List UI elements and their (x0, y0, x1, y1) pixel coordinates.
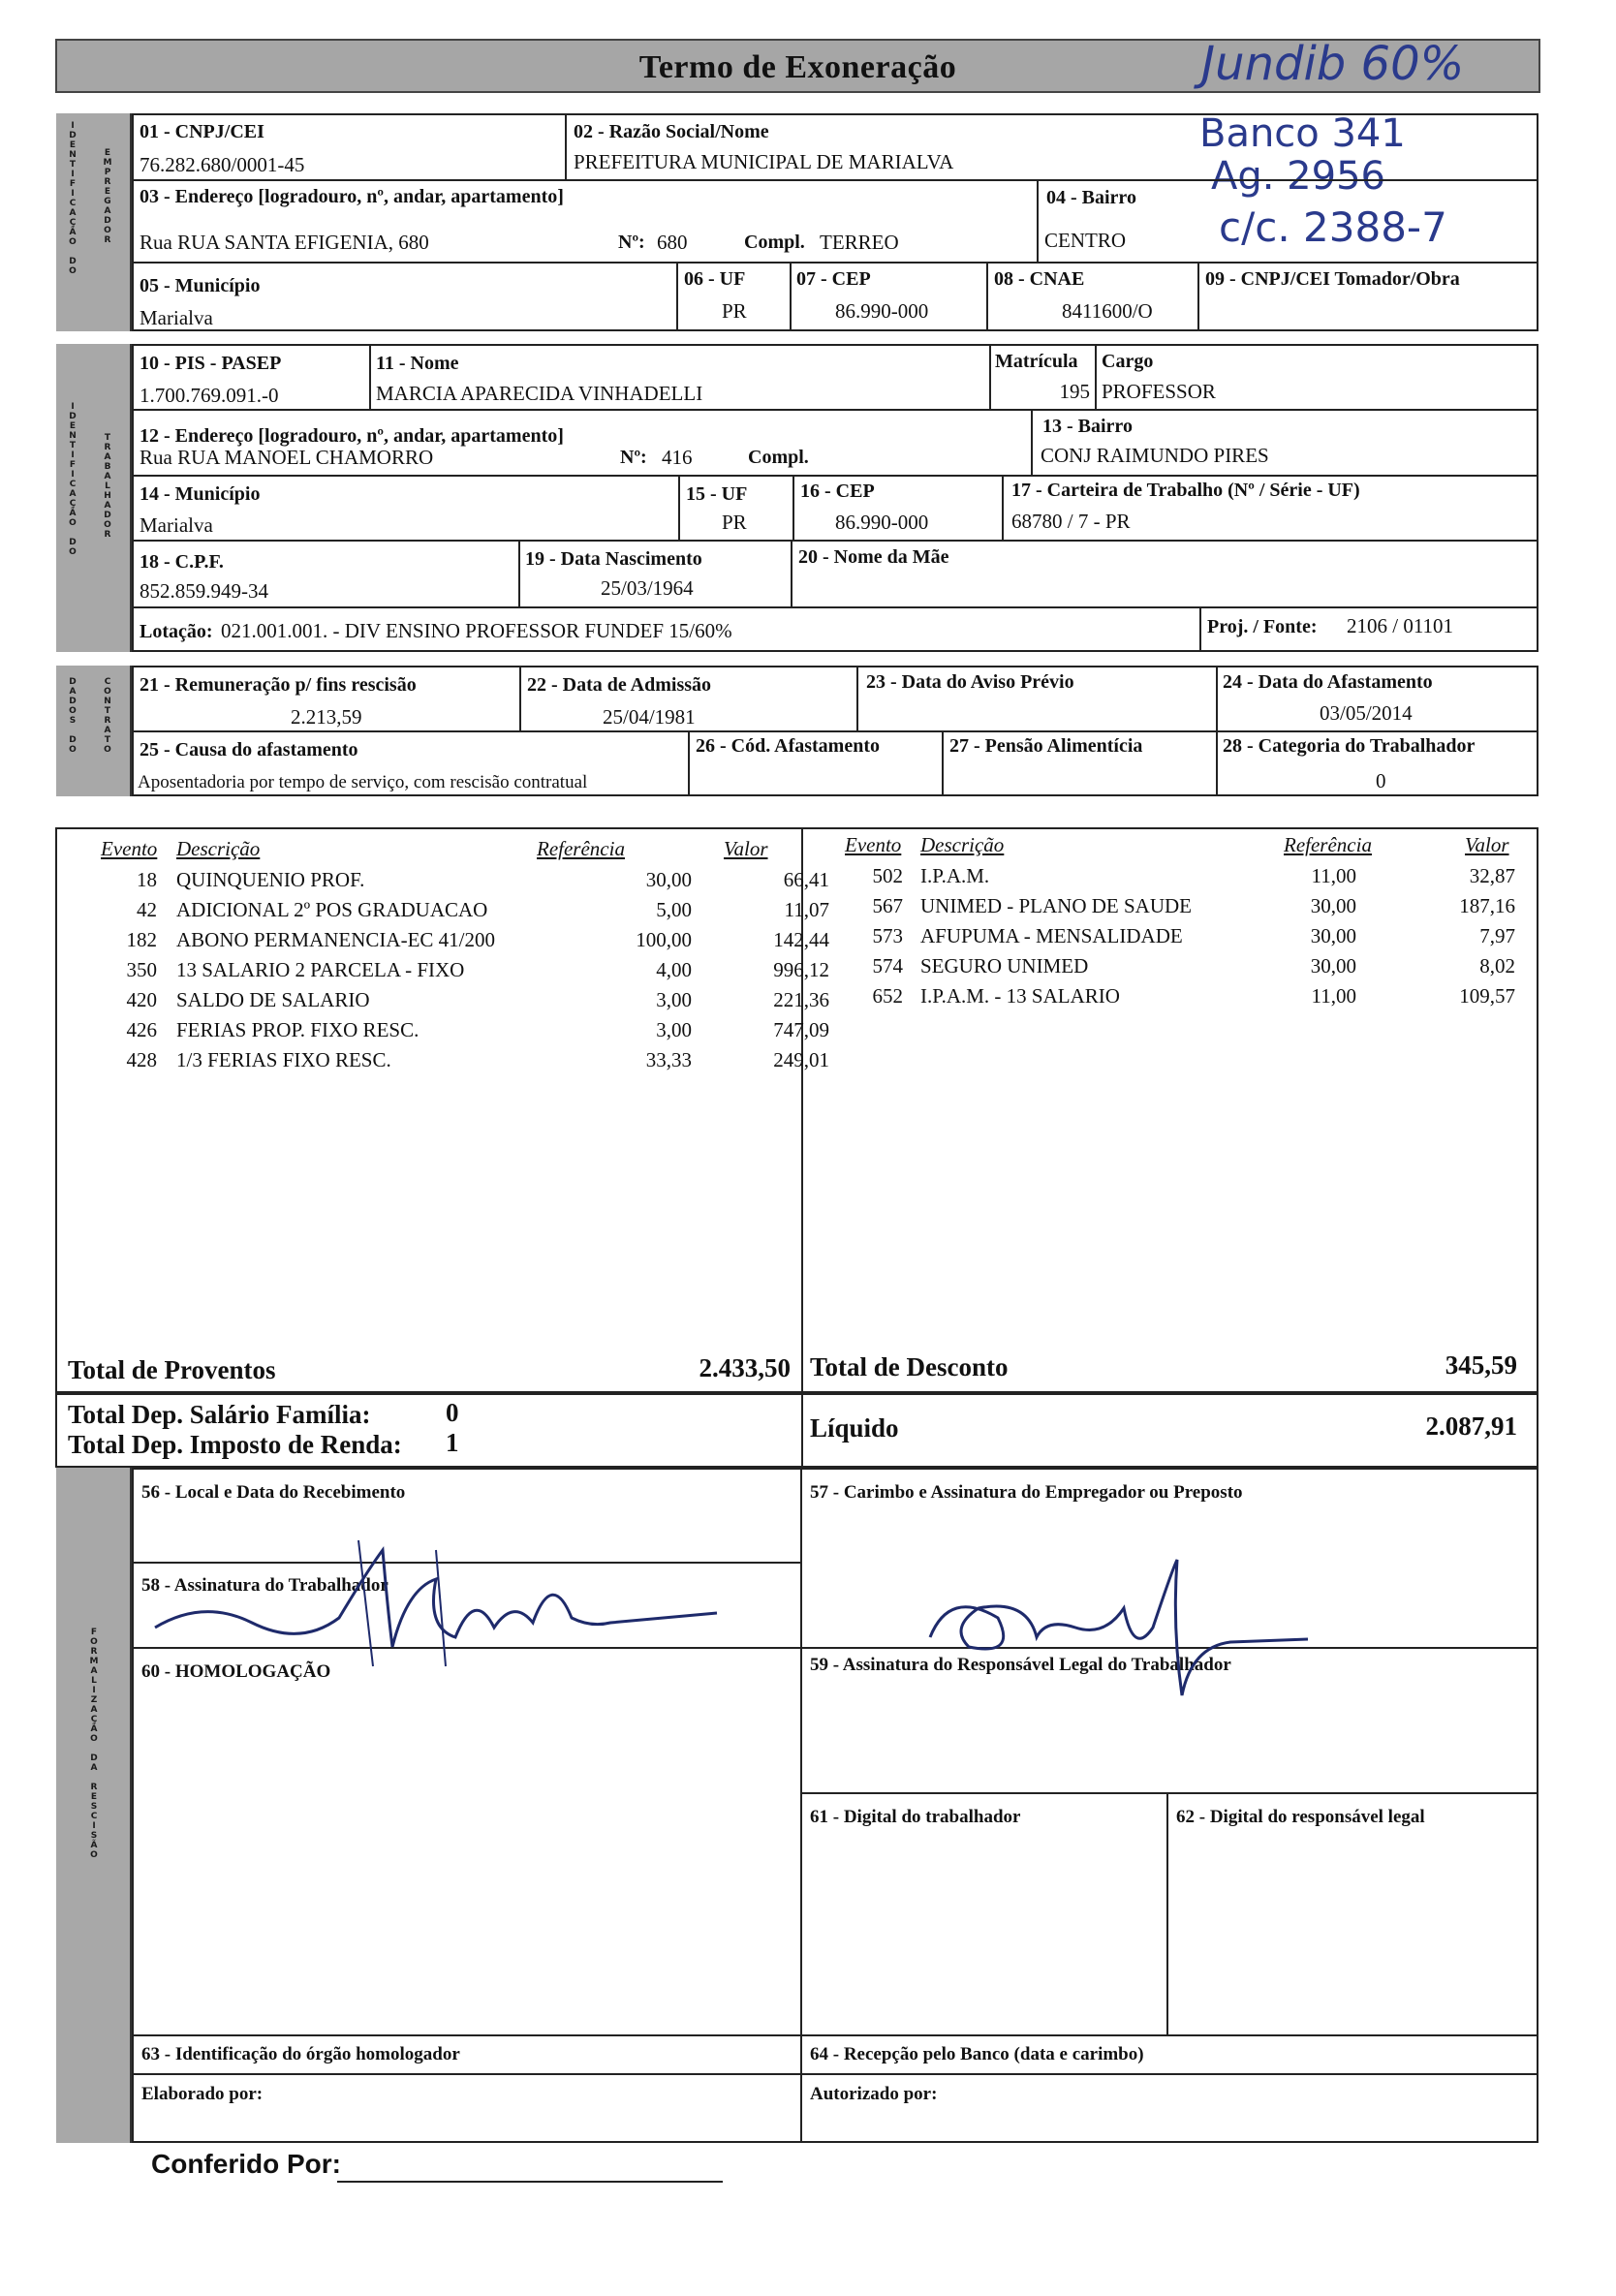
worker-bairro-label: 13 - Bairro (1042, 416, 1133, 437)
total-desconto-label: Total de Desconto (810, 1352, 1009, 1381)
list-item: 567 UNIMED - PLANO DE SAUDE 30,00 187,16 (872, 894, 1515, 917)
worker-address-label: 12 - Endereço [logradouro, nº, andar, apartamento] (140, 425, 564, 447)
cnae-label: 08 - CNAE (994, 268, 1085, 290)
admissao-label: 22 - Data de Admissão (527, 674, 712, 696)
field-58-label: 58 - Assinatura do Trabalhador (141, 1575, 388, 1596)
cnae-value: 8411600/O (1062, 299, 1153, 323)
matricula-label: Matrícula (995, 351, 1078, 372)
admissao-value: 25/04/1981 (603, 705, 696, 729)
liquido-value: 2.087,91 (1425, 1412, 1517, 1441)
employer-number-label: Nº: (618, 232, 645, 253)
categoria-label: 28 - Categoria do Trabalhador (1223, 735, 1476, 757)
worker-cep-label: 16 - CEP (800, 481, 875, 502)
nome-value: MARCIA APARECIDA VINHADELLI (376, 382, 703, 405)
total-proventos-value: 2.433,50 (699, 1353, 791, 1382)
dep-ir-label: Total Dep. Imposto de Renda: (68, 1430, 402, 1459)
employer-address-value: Rua RUA SANTA EFIGENIA, 680 (140, 231, 429, 254)
cargo-label: Cargo (1102, 351, 1154, 372)
worker-municipio-value: Marialva (140, 513, 213, 537)
band-text-dados: D A D O S D O (69, 677, 77, 755)
ctps-label: 17 - Carteira de Trabalho (Nº / Série - UF) (1011, 480, 1360, 501)
field-64-label: 64 - Recepção pelo Banco (data e carimbo) (810, 2044, 1144, 2064)
band-employer (56, 113, 132, 331)
conferido-line (337, 2181, 723, 2183)
dep-salario-value: 0 (446, 1398, 459, 1427)
ctps-value: 68780 / 7 - PR (1011, 510, 1131, 533)
list-item: 42 ADICIONAL 2º POS GRADUACAO 5,00 11,07 (137, 898, 829, 921)
field-62-label: 62 - Digital do responsável legal (1176, 1807, 1425, 1827)
field-63-label: 63 - Identificação do órgão homologador (141, 2044, 460, 2064)
pis-label: 10 - PIS - PASEP (140, 353, 282, 374)
worker-cep-value: 86.990-000 (835, 511, 929, 534)
lotacao-label: Lotação: (140, 621, 213, 642)
list-item: 652 I.P.A.M. - 13 SALARIO 11,00 109,57 (872, 984, 1515, 1008)
list-item: 574 SEGURO UNIMED 30,00 8,02 (872, 954, 1515, 977)
employer-municipio-value: Marialva (140, 306, 213, 329)
cargo-value: PROFESSOR (1102, 380, 1216, 403)
afastamento-value: 03/05/2014 (1320, 701, 1413, 725)
document-title: Termo de Exoneração (638, 49, 957, 85)
employer-cep-label: 07 - CEP (796, 268, 871, 290)
worker-number-value: 416 (662, 446, 693, 469)
employer-uf-label: 06 - UF (684, 268, 746, 290)
causa-value: Aposentadoria por tempo de serviço, com rescisão contratual (138, 772, 588, 792)
employer-compl-value: TERREO (820, 231, 899, 254)
dep-ir-value: 1 (446, 1428, 459, 1457)
handwritten-agency: Ag. 2956 (1211, 154, 1385, 199)
employer-cep-value: 86.990-000 (835, 299, 929, 323)
handwritten-account: c/c. 2388-7 (1219, 203, 1447, 251)
descontos-header-descricao: Descrição (920, 833, 1005, 856)
band-text-identificacao: I D E N T I F I C A Ç Ã O D O (69, 121, 77, 276)
conferido-label: Conferido Por: (151, 2149, 341, 2179)
field-56-label: 56 - Local e Data do Recebimento (141, 1482, 406, 1503)
autorizado-label: Autorizado por: (810, 2084, 938, 2104)
causa-label: 25 - Causa do afastamento (140, 739, 358, 760)
list-item: 428 1/3 FERIAS FIXO RESC. 33,33 249,01 (126, 1048, 829, 1071)
employer-bairro-value: CENTRO (1044, 229, 1126, 252)
list-item: 573 AFUPUMA - MENSALIDADE 30,00 7,97 (872, 924, 1515, 947)
pensao-label: 27 - Pensão Alimentícia (949, 735, 1143, 757)
razao-label: 02 - Razão Social/Nome (574, 121, 769, 142)
elaborado-label: Elaborado por: (141, 2084, 264, 2104)
nascimento-value: 25/03/1964 (601, 576, 694, 600)
tomador-label: 09 - CNPJ/CEI Tomador/Obra (1205, 268, 1460, 290)
worker-number-label: Nº: (620, 447, 647, 468)
worker-municipio-label: 14 - Município (140, 483, 261, 505)
razao-value: PREFEITURA MUNICIPAL DE MARIALVA (574, 150, 954, 173)
list-item: 18 QUINQUENIO PROF. 30,00 66,41 (137, 868, 829, 891)
descontos-header-referencia: Referência (1284, 833, 1372, 856)
afastamento-label: 24 - Data do Afastamento (1223, 671, 1433, 693)
cpf-value: 852.859.949-34 (140, 579, 268, 603)
worker-bairro-value: CONJ RAIMUNDO PIRES (1041, 444, 1269, 467)
cnpj-label: 01 - CNPJ/CEI (140, 121, 264, 142)
descontos-header-valor: Valor (1465, 833, 1509, 856)
proj-value: 2106 / 01101 (1347, 614, 1454, 637)
worker-compl-label: Compl. (748, 447, 809, 468)
band-contract (56, 666, 132, 796)
employer-bairro-label: 04 - Bairro (1046, 187, 1136, 208)
list-item: 426 FERIAS PROP. FIXO RESC. 3,00 747,09 (126, 1018, 829, 1041)
employer-uf-value: PR (722, 299, 747, 323)
proventos-header-descricao: Descrição (176, 837, 261, 860)
descontos-header-evento: Evento (845, 833, 902, 856)
nascimento-label: 19 - Data Nascimento (525, 548, 702, 570)
pis-value: 1.700.769.091.-0 (140, 384, 279, 407)
responsible-signature (911, 1550, 1318, 1715)
band-text-empregador: E M P R E G A D O R (103, 148, 112, 245)
field-59-label: 59 - Assinatura do Responsável Legal do Trabalhador (810, 1655, 1231, 1675)
employer-number-value: 680 (657, 231, 688, 254)
band-text-formalizacao: F O R M A L I Z A Ç Ã O D A R E S C I S Ã O (89, 1628, 99, 1860)
worker-address-value: Rua RUA MANOEL CHAMORRO (140, 446, 434, 469)
band-worker (56, 344, 132, 652)
matricula-value: 195 (1059, 380, 1090, 403)
worker-uf-label: 15 - UF (686, 483, 748, 505)
employer-address-label: 03 - Endereço [logradouro, nº, andar, apartamento] (140, 186, 564, 207)
nome-label: 11 - Nome (376, 353, 459, 374)
proventos-header-valor: Valor (724, 837, 768, 860)
proj-label: Proj. / Fonte: (1207, 616, 1318, 637)
cod-afastamento-label: 26 - Cód. Afastamento (696, 735, 880, 757)
employer-municipio-label: 05 - Município (140, 275, 261, 296)
list-item: 182 ABONO PERMANENCIA-EC 41/200 100,00 142,44 (126, 928, 829, 951)
band-text-contrato: C O N T R A T O (104, 677, 111, 755)
list-item: 350 13 SALARIO 2 PARCELA - FIXO 4,00 996,12 (126, 958, 829, 981)
remuneracao-value: 2.213,59 (291, 705, 362, 729)
total-desconto-value: 345,59 (1445, 1350, 1517, 1380)
band-formalization (56, 1468, 132, 2143)
dep-salario-label: Total Dep. Salário Família: (68, 1400, 371, 1429)
aviso-label: 23 - Data do Aviso Prévio (866, 671, 1074, 693)
handwritten-note: Jundib 60% (1201, 37, 1465, 91)
proventos-header-evento: Evento (101, 837, 158, 860)
mae-label: 20 - Nome da Mãe (798, 546, 949, 568)
list-item: 502 I.P.A.M. 11,00 32,87 (872, 864, 1515, 887)
cpf-label: 18 - C.P.F. (140, 551, 224, 573)
band-text-identificacao-worker: I D E N T I F I C A Ç Ã O D O (69, 402, 77, 557)
band-text-trabalhador: T R A B A L H A D O R (104, 433, 111, 540)
liquido-label: Líquido (810, 1413, 899, 1443)
proventos-header-referencia: Referência (537, 837, 625, 860)
field-60-label: 60 - HOMOLOGAÇÃO (141, 1661, 331, 1682)
lotacao-value: 021.001.001. - DIV ENSINO PROFESSOR FUNDEF 15/60% (221, 619, 732, 642)
field-61-label: 61 - Digital do trabalhador (810, 1807, 1021, 1827)
worker-uf-value: PR (722, 511, 747, 534)
categoria-value: 0 (1376, 769, 1386, 792)
field-57-label: 57 - Carimbo e Assinatura do Empregador ou Preposto (810, 1482, 1243, 1503)
worker-signature (145, 1531, 736, 1676)
handwritten-bank: Banco 341 (1199, 111, 1406, 156)
employer-compl-label: Compl. (744, 232, 805, 253)
cnpj-value: 76.282.680/0001-45 (140, 153, 305, 176)
remuneracao-label: 21 - Remuneração p/ fins rescisão (140, 674, 417, 696)
list-item: 420 SALDO DE SALARIO 3,00 221,36 (126, 988, 829, 1011)
total-proventos-label: Total de Proventos (68, 1355, 276, 1384)
